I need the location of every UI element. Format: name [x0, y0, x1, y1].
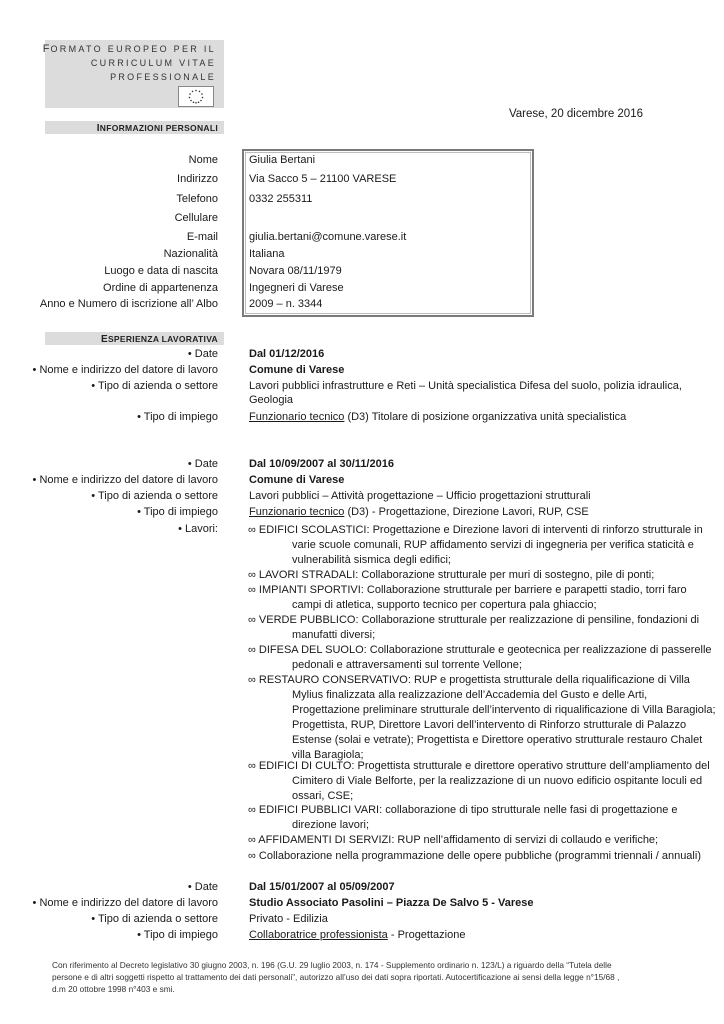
section-title-experience: ESPERIENZA LAVORATIVA [100, 334, 218, 345]
cv-header-box [42, 40, 224, 108]
value-nazionalita: Italiana [249, 248, 285, 260]
label-cellulare: Cellulare [174, 212, 218, 224]
value-indirizzo: Via Sacco 5 – 21100 VARESE [249, 173, 397, 185]
job1-job: Funzionario tecnico (D3) Titolare di posizione organizzativa unità specialistica [249, 411, 627, 423]
label-ordine: Ordine di appartenenza [103, 282, 218, 294]
job1-sector-line1: Lavori pubblici infrastrutture e Reti – Unità specialistica Difesa del suolo, polizia idraulica, [249, 380, 682, 392]
job2-date: Dal 10/09/2007 al 30/11/2016 [249, 458, 394, 470]
label-email: E-mail [186, 231, 218, 243]
value-nome: Giulia Bertani [249, 154, 316, 166]
job2-date-label: • Date [187, 458, 218, 470]
work-item-edifici-scolastici: ∞ EDIFICI SCOLASTICI: Progettazione e Direzione lavori di interventi di rinforzo strutturale in varie scuole comunali, RUP affidamento servizi di ingegneria per verifica staticità e vulnerabilità sismica degli edifici; [248, 524, 703, 566]
work-item-verde-pubblico: ∞ VERDE PUBBLICO: Collaborazione strutturale per realizzazione di pensiline, fondazioni di manufatti diversi; [248, 614, 700, 641]
job1-date: Dal 01/12/2016 [249, 348, 325, 360]
work-item-programmazione: ∞ Collaborazione nella programmazione delle opere pubbliche (programmi triennali / annuali) [248, 850, 701, 862]
work-item-edifici-pubblici: ∞ EDIFICI PUBBLICI VARI: collaborazione di tipo strutturale nelle fasi di progettazione e direzione lavori; [248, 804, 678, 831]
label-indirizzo: Indirizzo [177, 173, 218, 185]
job2-employer-label: • Nome e indirizzo del datore di lavoro [32, 474, 218, 486]
header-line-3: PROFESSIONALE [110, 72, 216, 82]
job3-sector-label: • Tipo di azienda o settore [91, 913, 218, 925]
label-nazionalita: Nazionalità [163, 248, 218, 260]
job2-sector-label: • Tipo di azienda o settore [91, 490, 218, 502]
work-item-restauro: ∞ RESTAURO CONSERVATIVO: RUP e progettista strutturale della riqualificazione di Villa Mylius finalizzata alla realizzazione dell’Accademia del Gusto e delle Arti, Progettazione preliminare strutturale dell’intervento di riqualificazione di Villa Baragiola; Progettista, RUP, Direttore Lavori dell’intervento di Rinforzo strutturale di Palazzo Estense (solai e vetrate); Progettista e Direttore operativo strutturale restauro Chalet villa Baragiola; [248, 674, 716, 761]
job1-sector-line2: Geologia [249, 394, 294, 406]
label-nascita: Luogo e data di nascita [104, 265, 218, 277]
label-nome: Nome [188, 154, 218, 166]
place-and-date: Varese, 20 dicembre 2016 [508, 108, 643, 120]
section-title-personal: INFORMAZIONI PERSONALI [96, 123, 218, 134]
job3-job-label: • Tipo di impiego [137, 929, 218, 941]
work-item-edifici-culto: ∞ EDIFICI DI CULTO: Progettista strutturale e direttore operativo strutture dell’ampliamento del Cimitero di Viale Belforte, per la realizzazione di un nuovo edificio ospitante loculi ed ossari, CSE; [248, 760, 710, 802]
job2-sector: Lavori pubblici – Attività progettazione – Ufficio progettazioni strutturali [249, 490, 591, 502]
work-item-affidamenti: ∞ AFFIDAMENTI DI SERVIZI: RUP nell’affidamento di servizi di collaudo e verifiche; [248, 834, 659, 846]
eu-flag-icon [178, 86, 214, 107]
job3-sector: Privato - Edilizia [249, 913, 328, 925]
privacy-footer: Con riferimento al Decreto legislativo 30 giugno 2003, n. 196 (G.U. 29 luglio 2003, n. 174 - Supplemento ordinario n. 123/L) a riguardo della “Tutela delle persone e di altri soggetti rispetto al trattamento dei dati personali”, autorizzo all’uso dei dati sopra riportati. Autocertificazione ai sensi della legge n°15/68 , d.m 20 ottobre 1998 n°403 e smi. [52, 960, 620, 994]
job2-employer: Comune di Varese [249, 474, 345, 486]
job1-job-label: • Tipo di impiego [137, 411, 218, 423]
job3-employer: Studio Associato Pasolini – Piazza De Salvo 5 - Varese [249, 897, 534, 909]
job3-job: Collaboratrice professionista - Progettazione [249, 929, 466, 941]
job2-job: Funzionario tecnico (D3) - Progettazione, Direzione Lavori, RUP, CSE [249, 506, 589, 518]
job3-date: Dal 15/01/2007 al 05/09/2007 [249, 881, 395, 893]
job3-date-label: • Date [187, 881, 218, 893]
job2-job-label: • Tipo di impiego [137, 506, 218, 518]
header-line-2: CURRICULUM VITAE [90, 58, 216, 68]
value-ordine: Ingegneri di Varese [249, 282, 344, 294]
label-telefono: Telefono [176, 193, 218, 205]
value-iscrizione-albo: 2009 – n. 3344 [249, 298, 323, 310]
job3-employer-label: • Nome e indirizzo del datore di lavoro [32, 897, 218, 909]
label-iscrizione-albo: Anno e Numero di iscrizione all’ Albo [39, 298, 218, 310]
job1-employer-label: • Nome e indirizzo del datore di lavoro [32, 364, 218, 376]
job2-works-label: • Lavori: [178, 523, 218, 535]
job1-sector-label: • Tipo di azienda o settore [91, 380, 218, 392]
header-line-1: FORMATO EUROPEO PER IL [42, 43, 216, 55]
work-item-impianti-sportivi: ∞ IMPIANTI SPORTIVI: Collaborazione strutturale per barriere e parapetti stadio, torri faro campi di atletica, supporto tecnico per copertura pala ghiaccio; [248, 584, 687, 611]
job1-employer: Comune di Varese [249, 364, 345, 376]
work-item-lavori-stradali: ∞ LAVORI STRADALI: Collaborazione strutturale per muri di sostegno, pile di ponti; [248, 569, 655, 581]
value-telefono: 0332 255311 [249, 193, 313, 205]
job1-date-label: • Date [187, 348, 218, 360]
value-email: giulia.bertani@comune.varese.it [249, 231, 407, 243]
value-nascita: Novara 08/11/1979 [249, 265, 342, 277]
work-item-difesa-suolo: ∞ DIFESA DEL SUOLO: Collaborazione strutturale e geotecnica per realizzazione di passerelle pedonali e attraversamenti sul torrente Vellone; [248, 644, 712, 671]
